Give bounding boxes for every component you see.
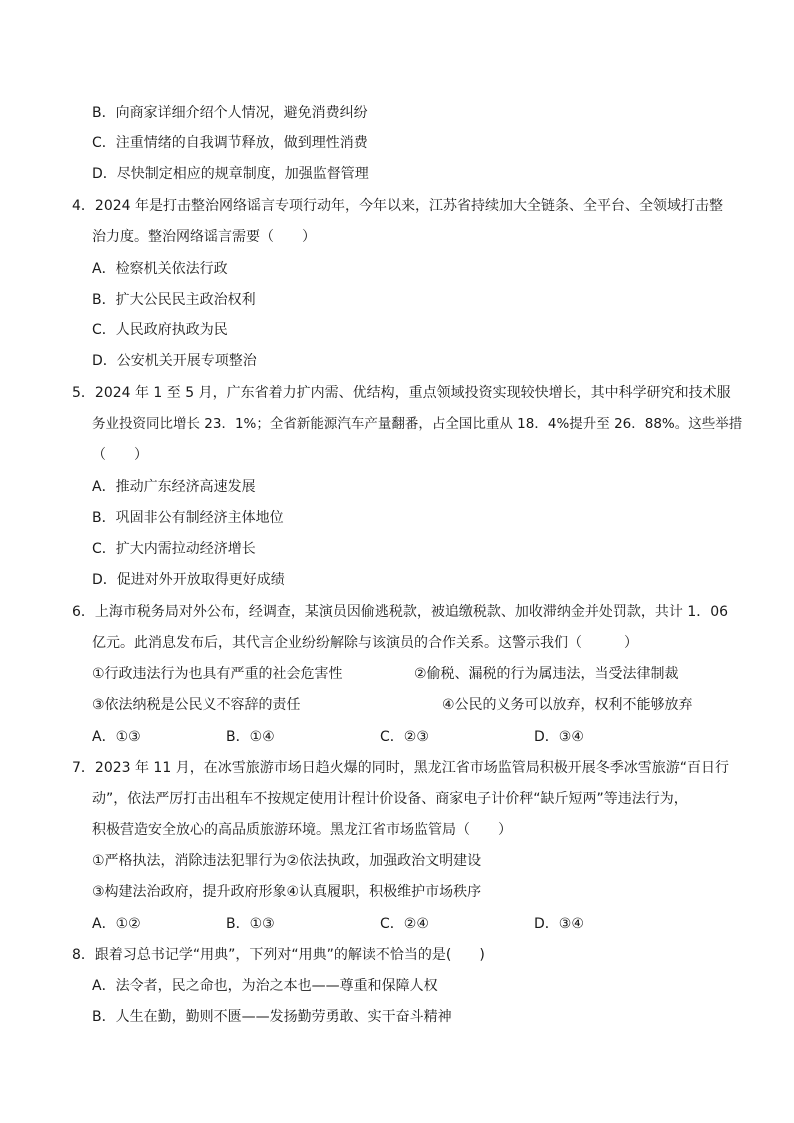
q4-stem-line1: 4．2024 年是打击整治网络谣言专项行动年，今年以来，江苏省持续加大全链条、全平台、全领域打击整 (72, 198, 723, 214)
q5-stem-line2: 务业投资同比增长 23．1%；全省新能源汽车产量翻番，占全国比重从 18．4%提升至 26．88%。这些举措 (92, 416, 743, 432)
q6-choice-a: A．①③ (92, 729, 141, 745)
q6-stem-line1: 6．上海市税务局对外公布，经调查，某演员因偷逃税款，被追缴税款、加收滞纳金并处罚款，共计 1．06 (72, 604, 729, 620)
q5-option-c: C．扩大内需拉动经济增长 (92, 541, 256, 557)
q7-statements-3-4: ③构建法治政府，提升政府形象④认真履职，积极维护市场秩序 (92, 884, 482, 900)
q7-stem-line1: 7．2023 年 11 月，在冰雪旅游市场日趋火爆的同时，黑龙江省市场监管局积极开展冬季冰雪旅游“百日行 (72, 760, 729, 776)
q6-stem-line2: 亿元。此消息发布后，其代言企业纷纷解除与该演员的合作关系。这警示我们（ ） (92, 635, 638, 651)
q5-stem-line3: （ ） (92, 447, 148, 463)
q7-stem-line3: 积极营造安全放心的高品质旅游环境。黑龙江省市场监管局（ ） (92, 822, 512, 838)
q4-option-b: B．扩大公民民主政治权利 (92, 292, 256, 308)
q5-option-a: A．推动广东经济高速发展 (92, 479, 256, 495)
q3-option-d: D．尽快制定相应的规章制度，加强监督管理 (92, 166, 369, 182)
q8-option-b: B．人生在勤，勤则不匮——发扬勤劳勇敢、实干奋斗精神 (92, 1009, 452, 1025)
q4-option-c: C．人民政府执政为民 (92, 322, 228, 338)
q8-stem-line1: 8．跟着习总书记学“用典”，下列对“用典”的解读不恰当的是( ) (72, 947, 485, 963)
q7-choice-c: C．②④ (380, 916, 429, 932)
q5-stem-line1: 5．2024 年 1 至 5 月，广东省着力扩内需、优结构，重点领域投资实现较快增长，其中科学研究和技术服 (72, 385, 731, 401)
q3-option-b: B．向商家详细介绍个人情况，避免消费纠纷 (92, 105, 368, 121)
q4-option-d: D．公安机关开展专项整治 (92, 353, 257, 369)
q7-choice-b: B．①③ (226, 916, 275, 932)
q7-choice-d: D．③④ (534, 916, 584, 932)
q6-choice-d: D．③④ (534, 729, 584, 745)
q6-statement-1: ①行政违法行为也具有严重的社会危害性 (92, 666, 343, 682)
q7-stem-line2: 动”，依法严厉打击出租车不按规定使用计程计价设备、商家电子计价秤“缺斤短两”等违法行为， (92, 791, 688, 807)
q6-statement-3: ③依法纳税是公民义不容辞的责任 (92, 697, 301, 713)
q4-stem-line2: 治力度。整治网络谣言需要（ ） (92, 229, 316, 245)
q6-statement-4: ④公民的义务可以放弃，权利不能够放弃 (442, 697, 693, 713)
q4-option-a: A．检察机关依法行政 (92, 261, 228, 277)
q5-option-b: B．巩固非公有制经济主体地位 (92, 510, 284, 526)
q3-option-c: C．注重情绪的自我调节释放，做到理性消费 (92, 135, 368, 151)
q7-choice-a: A．①② (92, 916, 141, 932)
q6-choice-b: B．①④ (226, 729, 275, 745)
q5-option-d: D．促进对外开放取得更好成绩 (92, 572, 285, 588)
q6-statement-2: ②偷税、漏税的行为属违法，当受法律制裁 (414, 666, 679, 682)
q8-option-a: A．法令者，民之命也，为治之本也——尊重和保障人权 (92, 978, 438, 994)
q7-statements-1-2: ①严格执法，消除违法犯罪行为②依法执政，加强政治文明建设 (92, 853, 482, 869)
q6-choice-c: C．②③ (380, 729, 429, 745)
